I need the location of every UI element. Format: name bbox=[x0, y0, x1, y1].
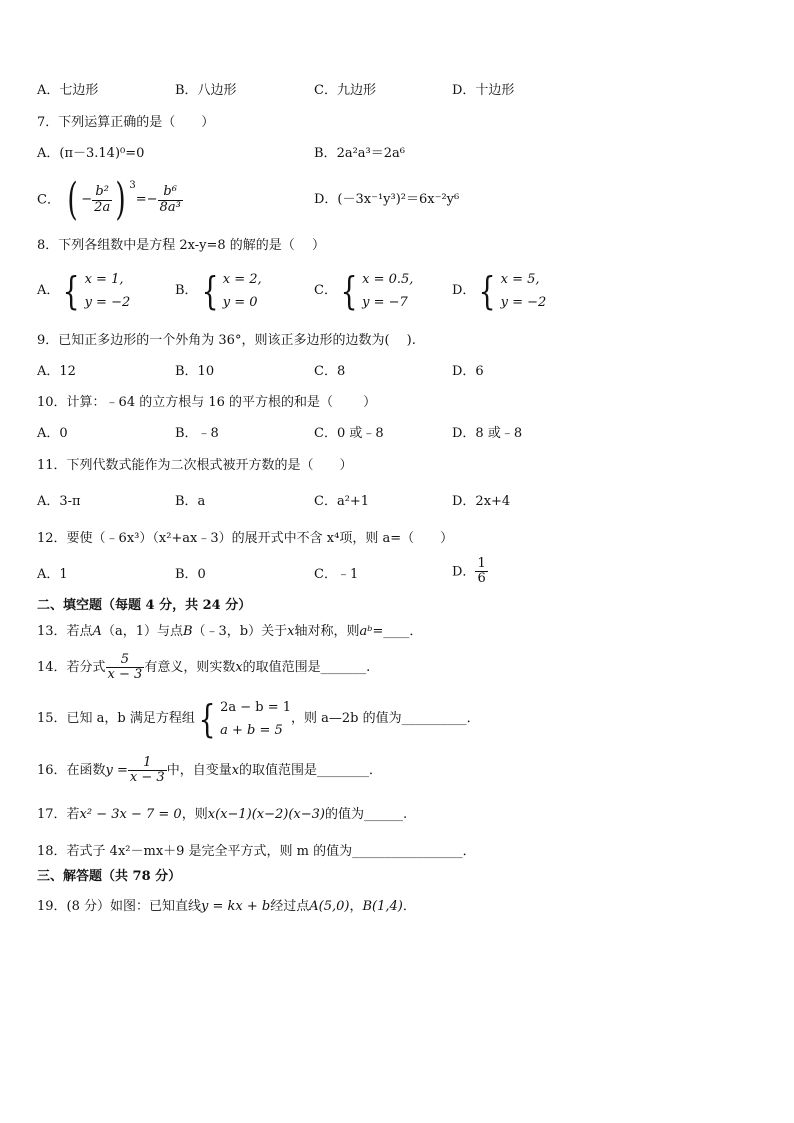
q8-option-b bbox=[175, 268, 262, 314]
q8-option-a-label: A． bbox=[37, 283, 60, 298]
q15-pre: 15．已知 a，b 满足方程组 bbox=[37, 711, 195, 726]
q11-stem: 11．下列代数式能作为二次根式被开方数的是（ ） bbox=[37, 458, 353, 473]
q13-blank: =____． bbox=[372, 624, 423, 639]
q10-option-d: D．8 或﹣8 bbox=[452, 426, 523, 441]
q12-d-den: 6 bbox=[477, 571, 486, 587]
q16-blank: 的取值范围是________． bbox=[239, 763, 383, 778]
q7-c-den1: 2a bbox=[94, 199, 111, 215]
q19-point-a: A(5,0) bbox=[309, 899, 350, 914]
q8-option-b-label: B． bbox=[175, 283, 198, 298]
q12-option-d-label: D． bbox=[452, 564, 476, 580]
right-paren: ) bbox=[115, 174, 126, 225]
q8-c-row1: x = 0.5, bbox=[362, 272, 414, 287]
q19-sep: ， bbox=[349, 899, 363, 914]
q19-mid: 经过点 bbox=[270, 899, 310, 914]
q15 bbox=[37, 695, 480, 744]
q19-post: ． bbox=[402, 899, 416, 914]
q10-option-c: C．0 或﹣8 bbox=[314, 426, 384, 441]
q17-blank: 的值为______. bbox=[324, 807, 408, 822]
q9-stem: 9．已知正多边形的一个外角为 36°，则该正多边形的边数为( ). bbox=[37, 333, 416, 348]
q8-option-a bbox=[37, 268, 130, 314]
brace: { bbox=[201, 269, 219, 313]
brace: { bbox=[63, 269, 80, 313]
q15-row1: 2a − b = 1 bbox=[220, 700, 292, 715]
q12-stem: 12．要使（﹣6x³）（x²+ax﹣3）的展开式中不含 x⁴项，则 a=（ ） bbox=[37, 531, 454, 546]
q7-option-b-label: B． bbox=[314, 146, 337, 161]
q9-option-c: C．8 bbox=[314, 364, 346, 379]
q17-expression: x(x−1)(x−2)(x−3) bbox=[207, 807, 325, 822]
section-2-heading: 二、填空题（每题 4 分，共 24 分） bbox=[37, 598, 252, 613]
q8-option-c-label: C． bbox=[314, 283, 337, 298]
q16-num: 1 bbox=[143, 754, 152, 770]
q12-d-num: 1 bbox=[477, 556, 486, 571]
q8-option-d bbox=[452, 268, 546, 314]
q17-equation: x² − 3x − 7 = 0 bbox=[79, 807, 182, 822]
q15-blank: ，则 a—2b 的值为__________． bbox=[291, 711, 480, 726]
q8-a-row2: y = −2 bbox=[84, 295, 131, 310]
q15-row2: a + b = 5 bbox=[220, 723, 283, 738]
q10-stem: 10．计算：﹣64 的立方根与 16 的平方根的和是（ ） bbox=[37, 395, 377, 410]
q16-fraction bbox=[128, 756, 167, 786]
q14-pre: 14．若分式 bbox=[37, 660, 106, 675]
q14-den: x − 3 bbox=[107, 667, 143, 682]
q7-c-fraction-1 bbox=[92, 185, 112, 215]
q14-blank: 的取值范围是_______. bbox=[242, 660, 371, 675]
q10-option-a: A．0 bbox=[37, 426, 68, 441]
q7-c-equals: =− bbox=[135, 192, 158, 207]
q19-point-b: B(1,4) bbox=[362, 899, 403, 914]
q7-c-num1: b² bbox=[95, 184, 109, 200]
q13-ab: aᵇ bbox=[359, 624, 373, 639]
section-3-heading: 三、解答题（共 78 分） bbox=[37, 869, 182, 884]
q11-option-d: D．2x+4 bbox=[452, 494, 511, 509]
q8-b-row2: y = 0 bbox=[222, 295, 258, 310]
q17 bbox=[37, 806, 407, 824]
q7-option-c-label: C． bbox=[37, 192, 60, 208]
q7-option-d: D．(－3x⁻¹y³)²＝6x⁻²y⁶ bbox=[314, 192, 460, 207]
q7-option-a: A．(π－3.14)⁰=0 bbox=[37, 146, 145, 161]
q16-den: x − 3 bbox=[129, 770, 165, 785]
q7-c-num2: b⁶ bbox=[163, 184, 177, 200]
q8-d-row1: x = 5, bbox=[500, 272, 540, 287]
q8-c-row2: y = −7 bbox=[362, 295, 408, 310]
q8-option-c bbox=[314, 268, 413, 314]
q12-option-d bbox=[452, 557, 488, 587]
q16-x: x bbox=[231, 763, 240, 778]
q8-stem: 8．下列各组数中是方程 2x-y=8 的解的是（ ） bbox=[37, 238, 325, 253]
q7-option-b bbox=[314, 145, 405, 163]
q13 bbox=[37, 623, 422, 641]
q19 bbox=[37, 898, 416, 916]
q9-option-a: A．12 bbox=[37, 364, 76, 379]
q17-pre: 17．若 bbox=[37, 807, 80, 822]
q9-option-b: B．10 bbox=[175, 364, 215, 379]
brace: { bbox=[198, 697, 216, 741]
q14 bbox=[37, 649, 370, 687]
q19-pre: 19．(8 分）如图：已知直线 bbox=[37, 899, 202, 914]
q6-option-d: D．十边形 bbox=[452, 83, 515, 98]
q11-option-a: A．3-π bbox=[37, 494, 81, 509]
q12-option-b: B．0 bbox=[175, 567, 206, 582]
q14-fraction bbox=[106, 653, 145, 683]
q14-mid: 有意义，则实数 bbox=[144, 660, 236, 675]
q19-line-equation: y = kx + b bbox=[201, 899, 271, 914]
q13-mid2: （﹣3，b）关于 bbox=[192, 624, 288, 639]
q13-point-a: A bbox=[92, 624, 102, 639]
q7-c-den2: 8a³ bbox=[159, 199, 181, 215]
brace: { bbox=[479, 269, 496, 313]
q17-mid: ，则 bbox=[181, 807, 208, 822]
q16 bbox=[37, 752, 382, 790]
q16-mid: 中，自变量 bbox=[166, 763, 232, 778]
q8-b-row1: x = 2, bbox=[222, 272, 262, 287]
q16-pre: 16．在函数 bbox=[37, 763, 106, 778]
q6-option-b: B．八边形 bbox=[175, 83, 237, 98]
q10-option-b: B．﹣8 bbox=[175, 426, 219, 441]
q8-a-row1: x = 1, bbox=[84, 272, 124, 287]
q13-x: x bbox=[287, 624, 295, 639]
q13-point-b: B bbox=[182, 624, 193, 639]
q13-pre: 13．若点 bbox=[37, 624, 93, 639]
q12-d-fraction bbox=[475, 557, 487, 587]
brace: { bbox=[340, 269, 358, 313]
q11-option-c: C．a²+1 bbox=[314, 494, 370, 509]
q18: 18．若式子 4x²－mx＋9 是完全平方式，则 m 的值为_________________． bbox=[37, 844, 476, 859]
q7-option-b-expr: 2a²a³＝2a⁶ bbox=[336, 146, 405, 161]
q14-num: 5 bbox=[120, 651, 130, 667]
q13-mid1: （a，1）与点 bbox=[101, 624, 183, 639]
q6-option-c: C．九边形 bbox=[314, 83, 376, 98]
q14-x: x bbox=[235, 660, 243, 675]
q16-y: y = bbox=[105, 763, 128, 778]
q9-option-d: D．6 bbox=[452, 364, 484, 379]
q12-option-a: A．1 bbox=[37, 567, 68, 582]
q6-option-a: A．七边形 bbox=[37, 83, 99, 98]
left-paren: ( bbox=[67, 174, 78, 225]
q7-option-c: C． ( − $\frac{\text{b²}}{2a}$ ) $^3$=− $\frac{\text{b⁶}}{\text{8a³}}$ bbox=[37, 174, 181, 225]
q11-option-b: B．a bbox=[175, 494, 206, 509]
q7-stem: 7．下列运算正确的是（ ） bbox=[37, 115, 215, 130]
q8-d-row2: y = −2 bbox=[500, 295, 547, 310]
q7-c-fraction-2 bbox=[158, 185, 183, 215]
q12-option-c: C．﹣1 bbox=[314, 567, 359, 582]
q7-c-exponent: 3 bbox=[129, 180, 136, 191]
q13-mid3: 轴对称，则 bbox=[294, 624, 360, 639]
q8-option-d-label: D． bbox=[452, 283, 476, 298]
